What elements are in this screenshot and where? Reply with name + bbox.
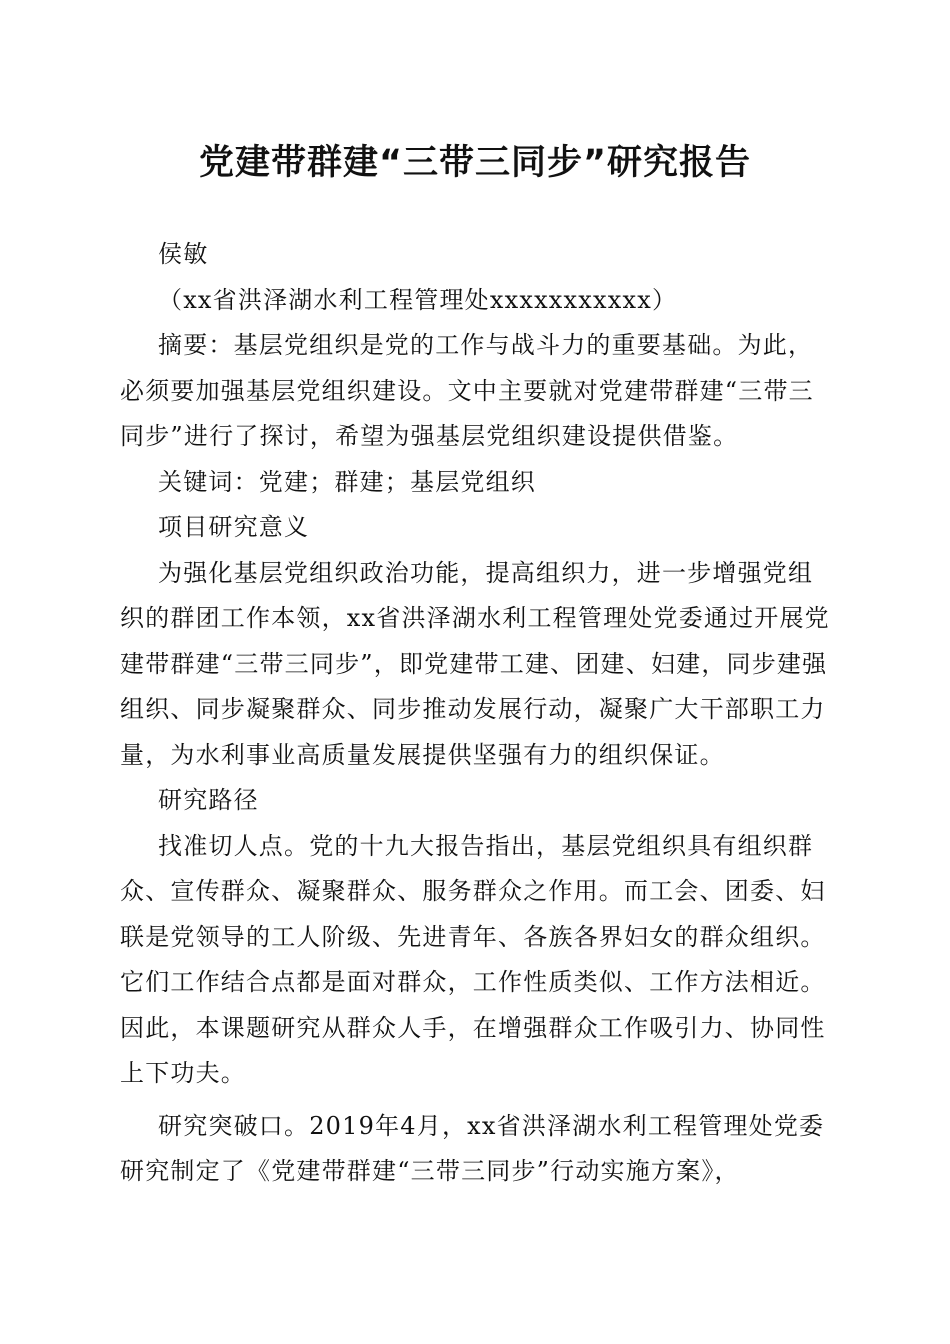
document-title: 党建带群建“三带三同步”研究报告 <box>198 143 751 183</box>
entry-point-paragraph: 找准切人点。党的十九大报告指出，基层党组织具有组织群众、宣传群众、凝聚群众、服务群众之作用。而工会、团委、妇联是党领导的工人阶级、先进青年、各族各界妇女的群众组织。它们工作结合点都是面对群众，工作性质类似、工作方法相近。因此，本课题研究从群众人手，在增强群众工作吸引力、协同性上下功夫。 <box>120 831 826 1087</box>
author-name: 侯敏 <box>158 240 209 268</box>
section-heading-path: 研究路径 <box>158 786 259 814</box>
author-affiliation: （xx省洪泽湖水利工程管理处xxxxxxxxxxx） <box>158 285 678 314</box>
significance-paragraph: 为强化基层党组织政治功能，提高组织力，进一步增强党组织的群团工作本领，xx省洪泽湖水利工程管理处党委通过开展党建带群建“三带三同步”，即党建带工建、团建、妇建，同步建强组织、同步凝聚群众、同步推动发展行动，凝聚广大干部职工力量，为水利事业高质量发展提供坚强有力的组织保证。 <box>120 558 830 769</box>
section-heading-significance: 项目研究意义 <box>158 513 310 541</box>
abstract-paragraph: 摘要：基层党组织是党的工作与战斗力的重要基础。为此，必须要加强基层党组织建设。文中主要就对党建带群建“三带三同步”进行了探讨，希望为强基层党组织建设提供借鉴。 <box>120 331 814 450</box>
breakthrough-paragraph: 研究突破口。2019年4月，xx省洪泽湖水利工程管理处党委研究制定了《党建带群建“三带三同步”行动实施方案》， <box>120 1111 825 1185</box>
document-body <box>120 232 832 1195</box>
keywords-line: 关键词：党建；群建；基层党组织 <box>158 467 536 496</box>
